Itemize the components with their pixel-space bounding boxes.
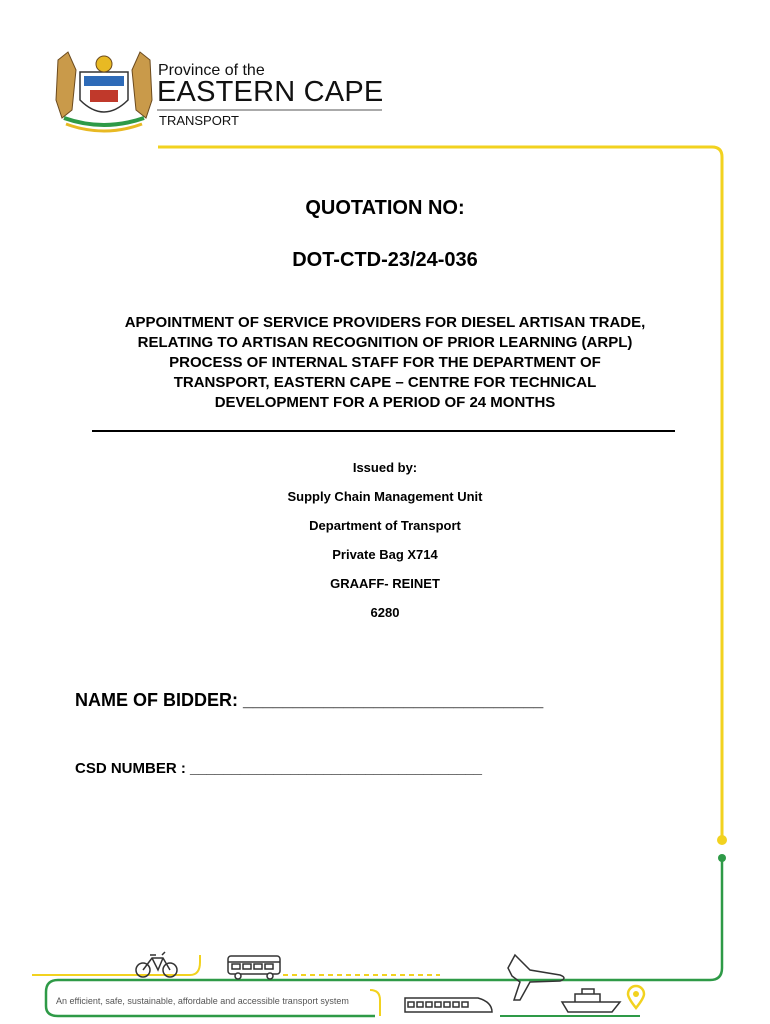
name-of-bidder-field[interactable]: NAME OF BIDDER: ______________________________ (75, 690, 544, 710)
quotation-number: DOT-CTD-23/24-036 (292, 249, 478, 271)
issuer-private-bag: Private Bag X714 (332, 547, 438, 562)
csd-number-field[interactable]: CSD NUMBER : ___________________________________ (75, 760, 482, 777)
logo-province-name: EASTERN CAPE (157, 76, 384, 108)
logo-province-line: Province of the (158, 62, 265, 79)
description-line: RELATING TO ARTISAN RECOGNITION OF PRIOR LEARNING (ARPL) (137, 334, 633, 351)
description-line: PROCESS OF INTERNAL STAFF FOR THE DEPARTMENT OF (169, 354, 601, 371)
issuer-town: GRAAFF- REINET (330, 576, 440, 591)
ship-icon (562, 989, 620, 1012)
bus-icon (228, 956, 280, 979)
issued-by-label: Issued by: (352, 460, 418, 475)
quotation-label: QUOTATION NO: (305, 197, 465, 219)
location-pin-icon (628, 986, 644, 1008)
issuer-department: Department of Transport (309, 518, 461, 533)
logo-department: TRANSPORT (159, 113, 239, 128)
description-line: DEVELOPMENT FOR A PERIOD OF 24 MONTHS (214, 394, 556, 411)
issuer-postal-code: 6280 (370, 605, 400, 620)
footer-tagline: An efficient, safe, sustainable, affordable and accessible transport system (56, 996, 349, 1006)
description-line: TRANSPORT, EASTERN CAPE – CENTRE FOR TECHNICAL (173, 374, 597, 391)
bicycle-icon (136, 952, 177, 977)
description-line: APPOINTMENT OF SERVICE PROVIDERS FOR DIESEL ARTISAN TRADE, (124, 314, 646, 331)
issuer-unit: Supply Chain Management Unit (287, 489, 483, 504)
train-icon (405, 998, 492, 1012)
airplane-icon (508, 955, 564, 1000)
coat-of-arms-icon (56, 52, 152, 131)
